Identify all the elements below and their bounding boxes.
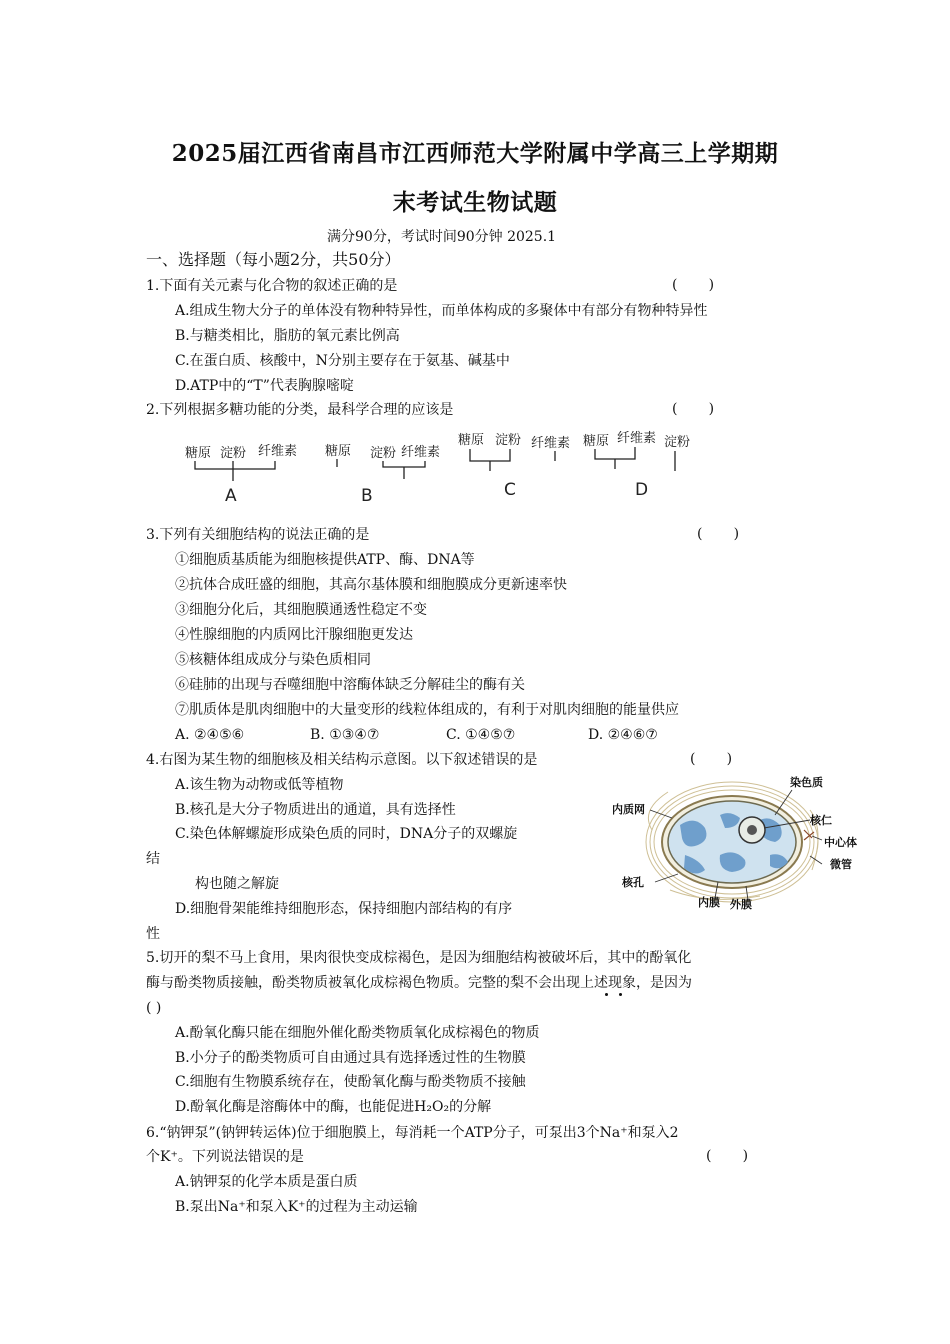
q4-label-nucleolus: 核仁 (810, 814, 832, 827)
q5-option-a: A.酚氧化酶只能在细胞外催化酚类物质氧化成棕褐色的物质 (175, 1025, 540, 1041)
q5-option-c: C.细胞有生物膜系统存在，使酚氧化酶与酚类物质不接触 (175, 1074, 526, 1090)
q3-option-d: D. ②④⑥⑦ (588, 727, 658, 743)
q4-label-chromatin: 染色质 (790, 776, 823, 789)
exam-subtitle: 满分90分，考试时间90分钟 2025.1 (327, 229, 557, 245)
q5-line1: 5.切开的梨不马上食用，果肉很快变成棕褐色，是因为细胞结构被破坏后，其中的酚氧化 (146, 950, 692, 966)
q2-stem: 2.下列根据多糖功能的分类，最科学合理的应该是 (146, 402, 454, 418)
q3-option-c: C. ①④⑤⑦ (446, 727, 516, 743)
q4-option-c-line1: C.染色体解螺旋形成染色质的同时，DNA分子的双螺旋 (175, 826, 518, 842)
q4-label-inner-membrane: 内膜 (698, 896, 720, 909)
q3-item-7: ⑦肌质体是肌肉细胞中的大量变形的线粒体组成的，有利于对肌肉细胞的能量供应 (175, 702, 679, 718)
q6-answer-blank: ( ) (706, 1148, 749, 1164)
q3-item-6: ⑥硅肺的出现与吞噬细胞中溶酶体缺乏分解硅尘的酶有关 (175, 677, 525, 693)
q3-item-4: ④性腺细胞的内质网比汗腺细胞更发达 (175, 627, 413, 643)
q3-answer-blank: ( ) (697, 526, 740, 542)
emphasis-dot (605, 993, 608, 996)
emphasis-dot (619, 993, 622, 996)
q4-label-nuclear-pore: 核孔 (622, 876, 644, 889)
section-heading: 一、选择题（每小题2分，共50分） (146, 250, 401, 269)
q4-label-er: 内质网 (612, 803, 645, 816)
q4-stem: 4.右图为某生物的细胞核及相关结构示意图。以下叙述错误的是 (146, 752, 538, 768)
q6-option-a: A.钠钾泵的化学本质是蛋白质 (175, 1174, 358, 1190)
q2-d-word-1: 糖原 (583, 434, 610, 449)
q2-label-d: D (635, 480, 649, 500)
q4-option-b: B.核孔是大分子物质进出的通道，具有选择性 (175, 802, 456, 818)
q1-option-c: C.在蛋白质、核酸中，N分别主要存在于氨基、碱基中 (175, 353, 510, 369)
q3-item-3: ③细胞分化后，其细胞膜通透性稳定不变 (175, 602, 427, 618)
q2-c-word-2: 淀粉 (495, 433, 522, 448)
q2-c-word-1: 糖原 (458, 433, 485, 448)
q6-line1: 6.“钠钾泵”(钠钾转运体)位于细胞膜上，每消耗一个ATP分子，可泵出3个Na⁺和泵入2 (146, 1125, 679, 1141)
q6-line2: 个K⁺。下列说法错误的是 (146, 1149, 304, 1165)
exam-title-line1: 2025届江西省南昌市江西师范大学附属中学高三上学期期 (171, 140, 779, 167)
q1-answer-blank: ( ) (672, 277, 715, 293)
q6-option-b: B.泵出Na⁺和泵入K⁺的过程为主动运输 (175, 1199, 418, 1215)
q2-d-word-2: 纤维素 (617, 431, 657, 446)
q5-option-d: D.酚氧化酶是溶酶体中的酶，也能促进H₂O₂的分解 (175, 1099, 492, 1115)
q4-option-a: A.该生物为动物或低等植物 (175, 777, 344, 793)
q2-b-word-3: 纤维素 (401, 445, 441, 460)
q1-stem: 1.下面有关元素与化合物的叙述正确的是 (146, 278, 398, 294)
q1-option-b: B.与糖类相比，脂肪的氧元素比例高 (175, 328, 400, 344)
q4-option-c-line3: 构也随之解旋 (195, 876, 279, 892)
q4-label-centrosome: 中心体 (824, 836, 857, 849)
q3-option-a: A. ②④⑤⑥ (175, 727, 245, 743)
q5-answer-blank: ( ) (146, 1000, 162, 1016)
q2-label-b: B (361, 486, 373, 506)
q1-option-d: D.ATP中的“T”代表胸腺嘧啶 (175, 378, 354, 394)
q2-c-word-3: 纤维素 (531, 436, 571, 451)
q2-label-a: A (225, 486, 237, 506)
q4-label-microtubule: 微管 (830, 858, 852, 871)
q2-a-word-1: 糖原 (185, 446, 212, 461)
q2-b-word-1: 糖原 (325, 444, 352, 459)
q4-option-d-line2: 性 (146, 926, 160, 942)
q3-item-5: ⑤核糖体组成成分与染色质相同 (175, 652, 371, 668)
q4-option-d-line1: D.细胞骨架能维持细胞形态，保持细胞内部结构的有序 (175, 901, 513, 917)
q3-item-1: ①细胞质基质能为细胞核提供ATP、酶、DNA等 (175, 552, 475, 568)
q4-answer-blank: ( ) (690, 751, 733, 767)
q1-option-a: A.组成生物大分子的单体没有物种特异性，而单体构成的多聚体中有部分有物种特异性 (175, 303, 708, 319)
q4-nucleus-figure (610, 770, 875, 912)
q2-a-word-3: 纤维素 (258, 444, 298, 459)
q2-answer-blank: ( ) (672, 401, 715, 417)
q5-line2: 酶与酚类物质接触，酚类物质被氧化成棕褐色物质。完整的梨不会出现上述现象，是因为 (146, 975, 692, 991)
q4-option-c-line2: 结 (146, 851, 160, 867)
q5-option-b: B.小分子的酚类物质可自由通过具有选择透过性的生物膜 (175, 1050, 526, 1066)
q2-d-word-3: 淀粉 (664, 435, 691, 450)
q2-label-c: C (504, 480, 516, 500)
q2-classification-figure (175, 425, 715, 507)
q2-a-word-2: 淀粉 (220, 446, 247, 461)
exam-title-line2: 末考试生物试题 (392, 189, 558, 216)
q2-b-word-2: 淀粉 (370, 446, 397, 461)
q3-item-2: ②抗体合成旺盛的细胞，其高尔基体膜和细胞膜成分更新速率快 (175, 577, 567, 593)
q3-option-b: B. ①③④⑦ (310, 727, 380, 743)
q4-label-outer-membrane: 外膜 (730, 898, 752, 911)
q3-stem: 3.下列有关细胞结构的说法正确的是 (146, 527, 370, 543)
